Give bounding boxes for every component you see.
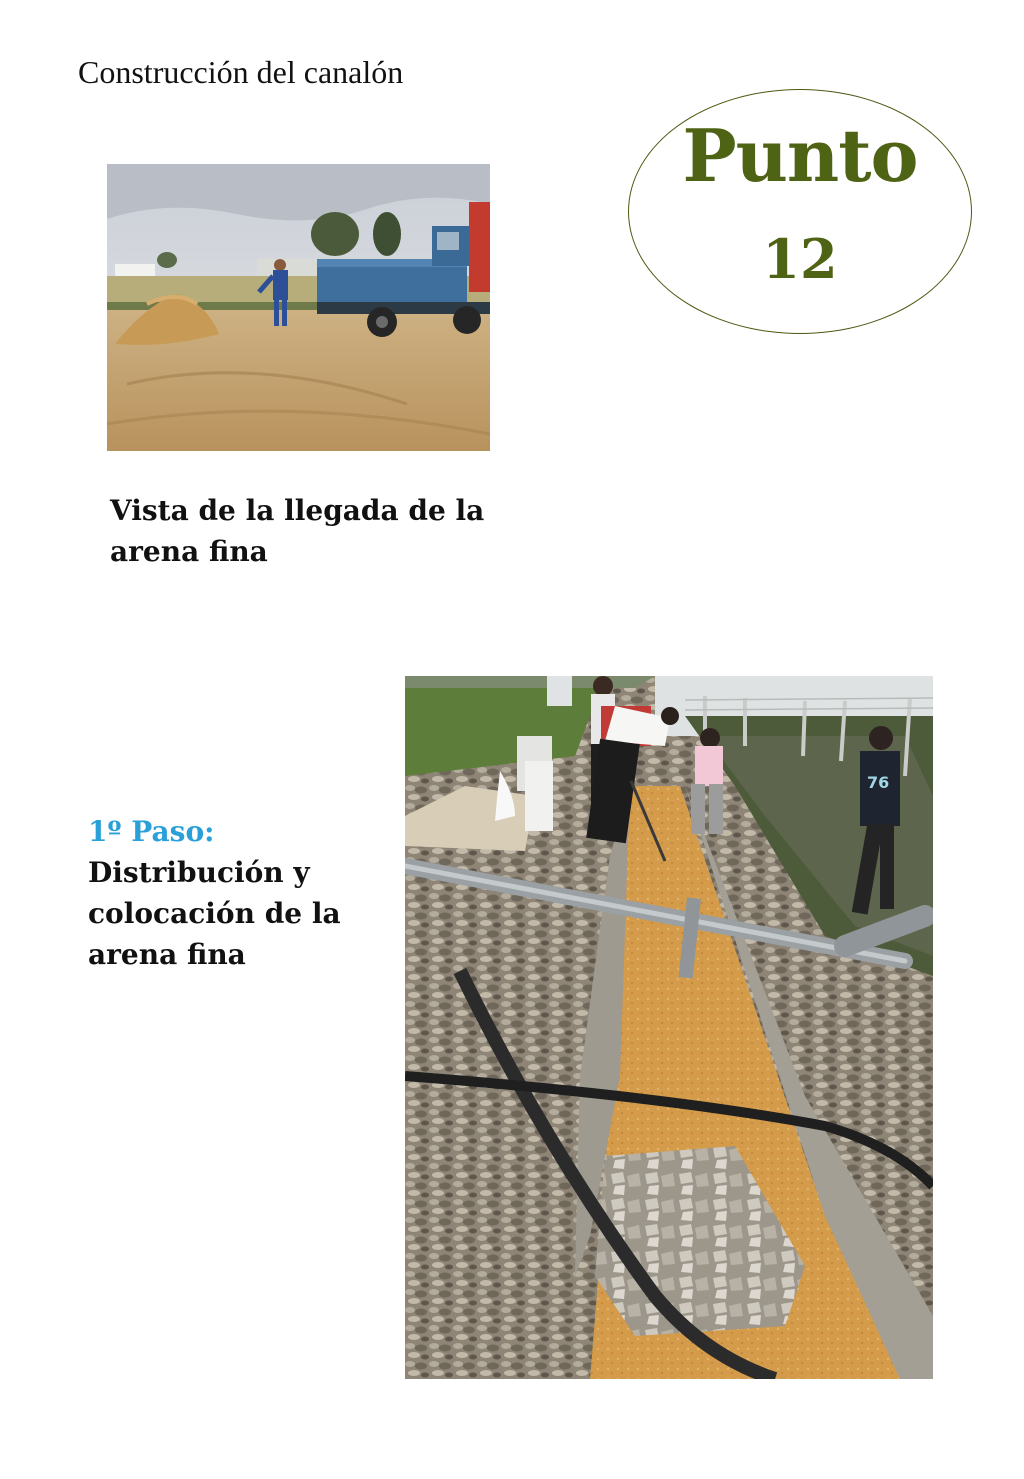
punto-number: 12 — [762, 227, 838, 291]
step-block — [88, 811, 341, 975]
photo-1-caption — [110, 490, 484, 572]
svg-text:76: 76 — [867, 773, 890, 792]
caption-line: Vista de la llegada de la — [110, 494, 485, 527]
page-title: Construcción del canalón — [78, 54, 404, 90]
punto-badge — [628, 89, 972, 334]
step-label: 1º Paso: — [88, 815, 215, 848]
sand-distribution-photo — [405, 676, 933, 1379]
step-description-line: Distribución y — [88, 856, 310, 889]
step-description-line: colocación de la — [88, 897, 341, 930]
punto-word: Punto — [682, 113, 918, 198]
step-description-line: arena fina — [88, 938, 246, 971]
sand-delivery-photo — [107, 164, 490, 451]
caption-line: arena fina — [110, 535, 268, 568]
